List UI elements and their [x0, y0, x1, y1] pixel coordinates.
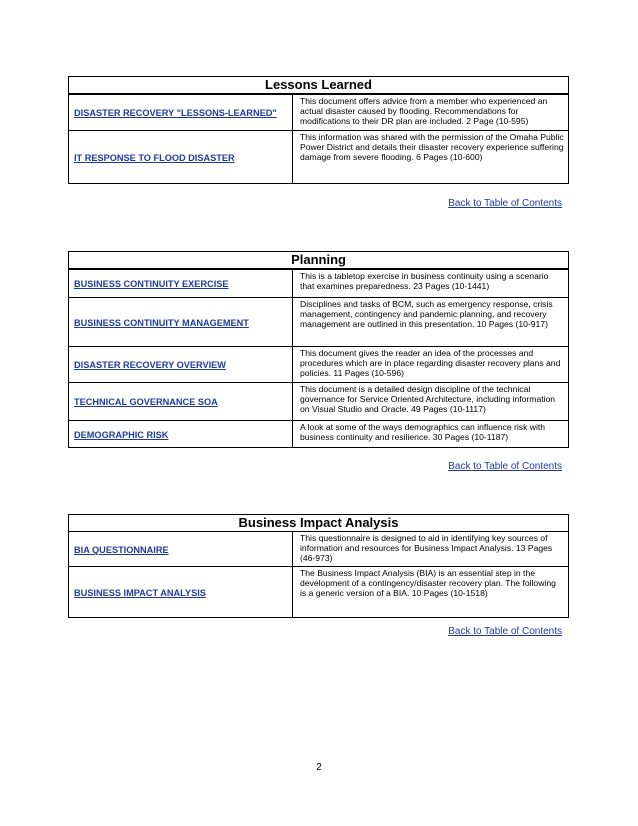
- table-cell-description: This questionnaire is designed to aid in identifying key sources of information and resources for Business Impact Analysis. 13 Pages (46-973): [293, 532, 569, 567]
- table-cell-title: [69, 346, 293, 382]
- doc-link-bc-exercise[interactable]: BUSINESS CONTINUITY EXERCISE: [74, 279, 229, 290]
- table-row: [69, 566, 569, 617]
- table-row: [69, 382, 569, 420]
- table-cell-description: This is a tabletop exercise in business continuity using a scenario that examines preparedness. 23 Pages (10-1441): [293, 269, 569, 297]
- doc-link-business-impact-analysis[interactable]: BUSINESS IMPACT ANALYSIS: [74, 587, 206, 598]
- table-cell-title: [69, 382, 293, 420]
- table-cell-title: [69, 130, 293, 183]
- table-cell-description: This document gives the reader an idea of the processes and procedures which are in place regarding disaster recovery plans and policies. 11 Pages (10-596): [293, 346, 569, 382]
- table-row: [69, 532, 569, 567]
- doc-link-bc-management[interactable]: BUSINESS CONTINUITY MANAGEMENT: [74, 317, 249, 328]
- table-cell-description: A look at some of the ways demographics can influence risk with business continuity and resilience. 30 Pages (10-1187): [293, 420, 569, 447]
- table-cell-description: This document offers advice from a member who experienced an actual disaster caused by flooding. Recommendations for modifications to their DR plan are included. 2 Page (10-595): [293, 94, 569, 130]
- table-cell-description: Disciplines and tasks of BCM, such as emergency response, crisis management, contingency and pandemic planning, and recovery management are outlined in this presentation. 10 Pages (10-917): [293, 297, 569, 346]
- bia-table: [68, 514, 569, 618]
- table-row: [69, 420, 569, 447]
- table-cell-title: [69, 532, 293, 567]
- doc-link-bia-questionnaire[interactable]: BIA QUESTIONNAIRE: [74, 544, 169, 555]
- table-cell-title: [69, 269, 293, 297]
- doc-link-demographic-risk[interactable]: DEMOGRAPHIC RISK: [74, 429, 169, 440]
- table-cell-description: The Business Impact Analysis (BIA) is an essential step in the development of a contingency/disaster recovery plan. The following is a generic version of a BIA. 10 Pages (10-1518): [293, 566, 569, 617]
- planning-table: [68, 251, 569, 448]
- planning-heading: Planning: [69, 252, 569, 270]
- doc-link-it-response-flood[interactable]: IT RESPONSE TO FLOOD DISASTER: [74, 152, 235, 163]
- table-row: [69, 130, 569, 183]
- back-to-toc-link[interactable]: Back to Table of Contents: [448, 198, 562, 209]
- table-cell-title: [69, 420, 293, 447]
- lessons-learned-table: [68, 76, 569, 184]
- table-row: [69, 269, 569, 297]
- doc-link-dr-lessons-learned[interactable]: DISASTER RECOVERY "LESSONS-LEARNED": [74, 108, 277, 119]
- page-number: 2: [316, 762, 322, 773]
- bia-heading: Business Impact Analysis: [69, 515, 569, 532]
- table-cell-description: This information was shared with the permission of the Omaha Public Power District and details their disaster recovery experience suffering damage from severe flooding. 6 Pages (10-600): [293, 130, 569, 183]
- doc-link-technical-governance-soa[interactable]: TECHNICAL GOVERNANCE SOA: [74, 397, 218, 407]
- table-row: [69, 346, 569, 382]
- back-to-toc-link[interactable]: Back to Table of Contents: [448, 626, 562, 637]
- table-row: [69, 297, 569, 346]
- table-row: [69, 94, 569, 130]
- table-cell-title: [69, 94, 293, 130]
- back-to-toc-link[interactable]: Back to Table of Contents: [448, 461, 562, 472]
- table-cell-title: [69, 566, 293, 617]
- table-cell-title: [69, 297, 293, 346]
- lessons-learned-heading: Lessons Learned: [69, 77, 569, 95]
- table-cell-description: This document is a detailed design discipline of the technical governance for Service Oriented Architecture, including information on Visual Studio and Oracle. 49 Pages (10-1117): [293, 382, 569, 420]
- doc-link-dr-overview[interactable]: DISASTER RECOVERY OVERVIEW: [74, 360, 226, 370]
